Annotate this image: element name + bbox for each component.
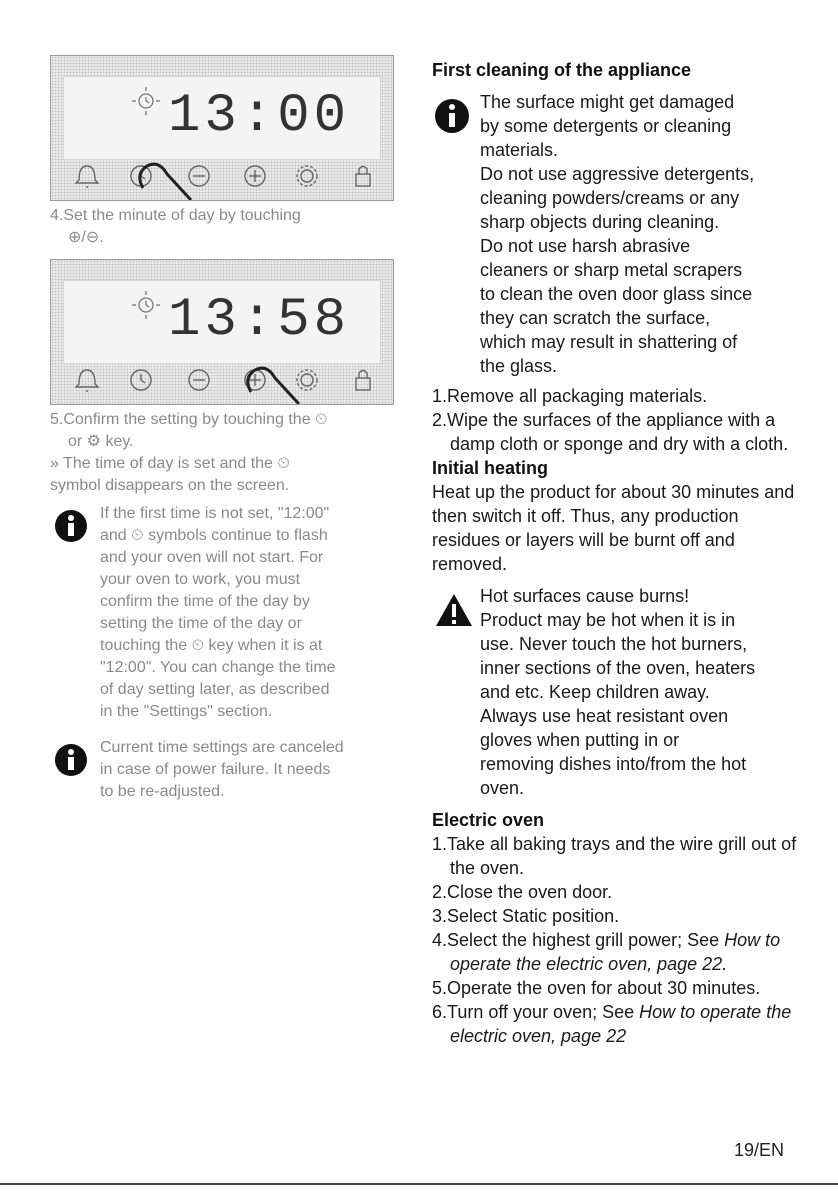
clock-indicator-icon [132,87,160,115]
oven-step-4-text: 4.Select the highest grill power; See [432,930,725,950]
info-note-power-failure [50,737,405,803]
display-graphics [51,56,393,200]
info-icon [434,98,470,134]
page-number: 19/EN [733,1140,784,1160]
warning-line: oven. [480,778,525,798]
info-icon [54,743,88,777]
note-line: Do not use harsh abrasive [480,236,691,256]
oven-step-6-text: 6.Turn off your oven; See [432,1002,640,1022]
note-line: of day setting later, as described [100,681,330,698]
display-time: 13:58 [167,290,351,351]
note-line: "12:00". You can change the time [100,659,336,676]
warning-line: Always use heat resistant oven [480,706,729,726]
plus-key-icon [245,166,265,186]
step-5-text: 5.Confirm the setting by touching the ⏲ [50,411,328,428]
oven-step-2: 2.Close the oven door. [432,882,613,902]
note-line: touching the ⏲ key when it is at [100,637,323,654]
info-icon [54,509,88,543]
minus-key-icon [189,370,209,390]
heading-electric-oven: Electric oven [432,810,545,830]
oven-step-6 [432,1000,802,1048]
note-line: by some detergents or cleaning [480,116,732,136]
warning-line: gloves when putting in or [480,730,680,750]
right-column [432,58,802,1048]
note-line: in case of power failure. It needs [100,761,331,778]
note-line: setting the time of the day or [100,615,302,632]
note-line: Do not use aggressive detergents, [480,164,755,184]
step-4-text: 4.Set the minute of day by touching [50,207,301,224]
note-line: Current time settings are canceled [100,739,344,756]
lock-key-icon [356,371,370,391]
warning-line: removing dishes into/from the hot [480,754,747,774]
heating-paragraph: Heat up the product for about 30 minutes and then switch it off. Thus, any production residues or layers will be burnt off and removed. [432,482,795,574]
pointing-finger-icon [140,164,191,200]
warning-line: and etc. Keep children away. [480,682,710,702]
oven-step-1: 1.Take all baking trays and the wire grill out of the oven. [432,834,797,878]
note-line: sharp objects during cleaning. [480,212,720,232]
oven-step-3: 3.Select Static position. [432,906,620,926]
display-time: 13:00 [167,86,351,147]
left-column [50,55,405,803]
note-line: cleaning powders/creams or any [480,188,740,208]
oven-step-4-reference: How to operate the electric oven, page 22. [450,930,781,974]
note-line: confirm the time of the day by [100,593,310,610]
warning-note-hot-surfaces [432,584,802,800]
control-panel-display-1 [50,55,394,201]
step-4-keys: ⊕/⊖. [68,229,104,246]
lock-key-icon [356,167,370,187]
warning-line: Hot surfaces cause burns! [480,586,690,606]
note-line: they can scratch the surface, [480,308,711,328]
pointing-finger-icon [248,368,299,404]
note-line: the glass. [480,356,558,376]
note-line: If the first time is not set, "12:00" [100,505,330,522]
oven-step-6-reference: How to operate the electric oven, page 22 [450,1002,792,1046]
sound-bell-icon [76,370,98,392]
step-5-cont: or ⚙ key. [68,433,134,450]
warning-line: use. Never touch the hot burners, [480,634,748,654]
heading-initial-heating: Initial heating [432,458,549,478]
timer-key-icon [131,370,151,390]
oven-step-4 [432,928,802,976]
note-line: and ⏲ symbols continue to flash [100,527,328,544]
info-note-first-time [50,503,405,723]
note-line: to clean the oven door glass since [480,284,753,304]
note-line: cleaners or sharp metal scrapers [480,260,743,280]
result-cont: symbol disappears on the screen. [50,477,290,494]
oven-step-5: 5.Operate the oven for about 30 minutes. [432,978,761,998]
clock-indicator-icon [132,291,160,319]
note-line: your oven to work, you must [100,571,301,588]
note-line: The surface might get damaged [480,92,735,112]
warning-icon [434,592,474,628]
control-panel-display-2 [50,259,394,405]
warning-line: Product may be hot when it is in [480,610,736,630]
display-graphics [51,260,393,404]
bottom-rule [0,1183,838,1185]
clean-step-1: 1.Remove all packaging materials. [432,386,708,406]
clean-step-2: 2.Wipe the surfaces of the appliance with a damp cloth or sponge and dry with a cloth. [432,410,789,454]
heading-first-cleaning: First cleaning of the appliance [432,60,692,80]
settings-key-icon [297,370,317,390]
info-note-cleaning [432,90,802,378]
result-text: » The time of day is set and the ⏲ [50,455,290,472]
note-line: materials. [480,140,559,160]
note-line: and your oven will not start. For [100,549,324,566]
note-line: in the "Settings" section. [100,703,273,720]
minus-key-icon [189,166,209,186]
settings-key-icon [297,166,317,186]
note-line: to be re-adjusted. [100,783,225,800]
sound-bell-icon [76,166,98,188]
warning-line: inner sections of the oven, heaters [480,658,756,678]
note-line: which may result in shattering of [480,332,738,352]
